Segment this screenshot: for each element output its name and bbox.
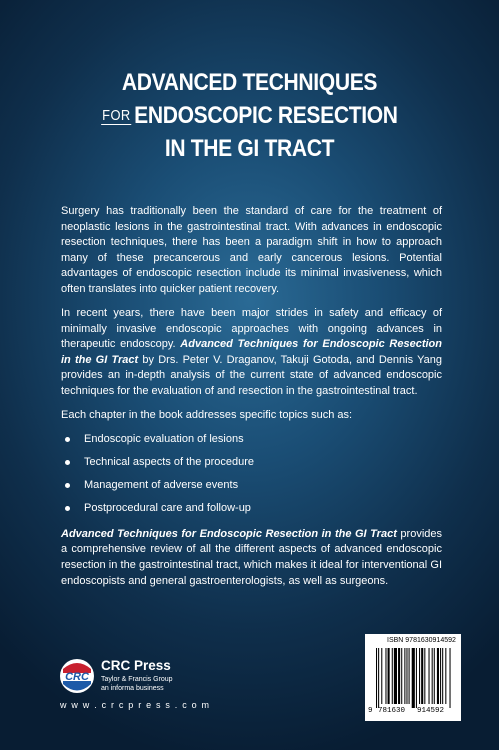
- crc-press-logo-icon: [60, 659, 94, 693]
- book-title: [35, 66, 464, 165]
- logo-text: CRC: [65, 671, 89, 683]
- description-paragraph-3: Each chapter in the book addresses specific topics such as:: [61, 409, 353, 422]
- publisher-group: Taylor & Francis Group: [101, 676, 173, 683]
- barcode-digits-right: 914592: [417, 707, 445, 715]
- book-description: [61, 204, 442, 598]
- title-for: FOR: [102, 107, 131, 124]
- inline-book-title: Advanced Techniques for Endoscopic Resection in the GI Tract: [61, 338, 443, 366]
- list-item: Postprocedural care and follow-up: [61, 501, 442, 517]
- inline-book-title: Advanced Techniques for Endoscopic Resection in the GI Tract: [61, 527, 397, 540]
- description-paragraph-2: [61, 306, 442, 400]
- description-paragraph-4: [61, 527, 442, 589]
- list-item: Technical aspects of the procedure: [61, 455, 442, 471]
- list-item: Endoscopic evaluation of lesions: [61, 432, 442, 448]
- title-line-3: IN THE GI TRACT: [164, 135, 335, 162]
- publisher-name: CRC Press: [101, 658, 171, 673]
- publisher-website: w w w . c r c p r e s s . c o m: [60, 700, 211, 710]
- paragraph-2-end: by Drs. Peter V. Draganov, Takuji Gotoda, and Dennis Yang provides an in-depth analysis of the current state of advanced endoscopic techniques for the evaluation of and resection in the gastrointestinal tract.: [61, 353, 442, 398]
- publisher-business: an informa business: [101, 685, 164, 692]
- paragraph-2-start: In recent years, there have been major strides in safety and efficacy of minimally invasive endoscopic approaches with ongoing advances in therapeutic endoscopy.: [61, 307, 442, 351]
- description-paragraph-1: Surgery has traditionally been the standard of care for the treatment of neoplastic lesions in the gastrointestinal tract. With advances in endoscopic resection techniques, there has been a paradigm shift in how to approach many of these precancerous and early cancerous lesions. Potential advantages of endoscopic resection include its minimal invasiveness, which often translates into quicker patient recovery.: [61, 205, 442, 295]
- title-line-2-text: ENDOSCOPIC RESECTION: [134, 102, 398, 129]
- barcode: [365, 634, 461, 721]
- barcode-bars: [375, 648, 453, 708]
- barcode-digit-lead: 9: [368, 707, 373, 715]
- isbn-label: ISBN 9781630914592: [387, 637, 456, 644]
- list-item: Management of adverse events: [61, 478, 442, 494]
- title-line-2: [35, 99, 464, 132]
- publisher-tagline: [101, 675, 173, 693]
- topic-list: [61, 432, 442, 517]
- barcode-digits-left: 781630: [378, 707, 406, 715]
- paragraph-4-end: provides a comprehensive review of all the different aspects of advanced endoscopic resection in the gastrointestinal tract, which makes it ideal for interventional GI endoscopists and general gastroenterologists, as well as surgeons.: [61, 527, 443, 587]
- title-line-1: ADVANCED TECHNIQUES: [121, 69, 378, 96]
